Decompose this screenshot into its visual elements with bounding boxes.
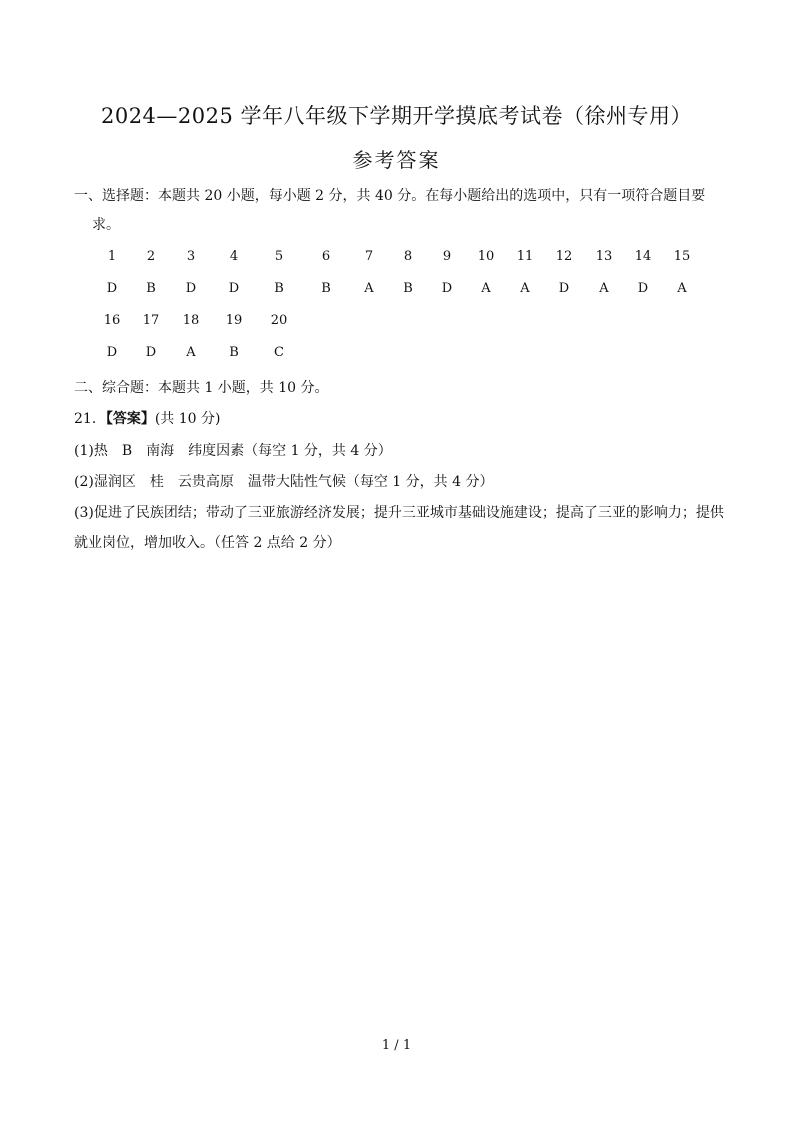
answer-letter: D (185, 281, 197, 296)
answer-letter: A (364, 281, 374, 296)
page-title: 2024—2025 学年八年级下学期开学摸底考试卷（徐州专用） (100, 104, 693, 128)
answer-letter: D (145, 345, 157, 360)
question-number: 5 (274, 249, 284, 264)
question-number: 21． (74, 411, 106, 427)
answer-letter: C (274, 345, 284, 360)
question-number: 9 (442, 249, 452, 264)
question-number: 1 (107, 249, 117, 264)
answer-letter: D (558, 281, 570, 296)
page-subtitle: 参考答案 (352, 148, 441, 172)
question-number: 10 (477, 249, 495, 264)
answer-letter: B (403, 281, 413, 296)
answer-part-2: (2)湿润区 桂 云贵高原 温带大陆性气候（每空 1 分，共 4 分） (74, 474, 494, 490)
question-number: 13 (595, 249, 613, 264)
answer-part-1: (1)热 B 南海 纬度因素（每空 1 分，共 4 分） (74, 443, 392, 459)
answer-letter: B (321, 281, 331, 296)
question-number: 20 (270, 313, 288, 328)
answer-letter: A (186, 345, 196, 360)
answer-letter: D (637, 281, 649, 296)
section1-heading-continued: 求。 (92, 217, 120, 233)
answer-letter: D (106, 345, 118, 360)
answer-letter: D (441, 281, 453, 296)
question-number: 12 (555, 249, 573, 264)
question-points: (共 10 分) (154, 411, 221, 427)
question-number: 8 (403, 249, 413, 264)
question-21-label (74, 408, 220, 428)
question-number: 18 (182, 313, 200, 328)
question-number: 15 (673, 249, 691, 264)
question-number: 19 (225, 313, 243, 328)
question-number: 2 (146, 249, 156, 264)
answer-letter: A (599, 281, 609, 296)
question-number: 16 (103, 313, 121, 328)
answer-tag: 【答案】 (105, 411, 155, 427)
answer-part-3: (3)促进了民族团结；带动了三亚旅游经济发展；提升三亚城市基础设施建设；提高了三亚的影响力；提供 (74, 505, 724, 521)
answer-letter: A (520, 281, 530, 296)
section2-heading: 二、综合题：本题共 1 小题，共 10 分。 (74, 380, 329, 396)
question-number: 11 (516, 249, 534, 264)
question-number: 7 (364, 249, 374, 264)
answer-letter: B (274, 281, 284, 296)
question-number: 17 (142, 313, 160, 328)
question-number: 3 (186, 249, 196, 264)
answer-letter: D (228, 281, 240, 296)
answer-part-3-continued: 就业岗位，增加收入。（任答 2 点给 2 分） (74, 535, 341, 551)
answer-letter: B (146, 281, 156, 296)
question-number: 4 (229, 249, 239, 264)
question-number: 6 (321, 249, 331, 264)
section1-heading: 一、选择题：本题共 20 小题，每小题 2 分，共 40 分。在每小题给出的选项中，只有一项符合题目要 (74, 188, 706, 204)
question-number: 14 (634, 249, 652, 264)
answer-letter: B (229, 345, 239, 360)
answer-letter: A (677, 281, 687, 296)
answer-letter: A (481, 281, 491, 296)
page-number: 1 / 1 (381, 1038, 412, 1053)
answer-letter: D (106, 281, 118, 296)
